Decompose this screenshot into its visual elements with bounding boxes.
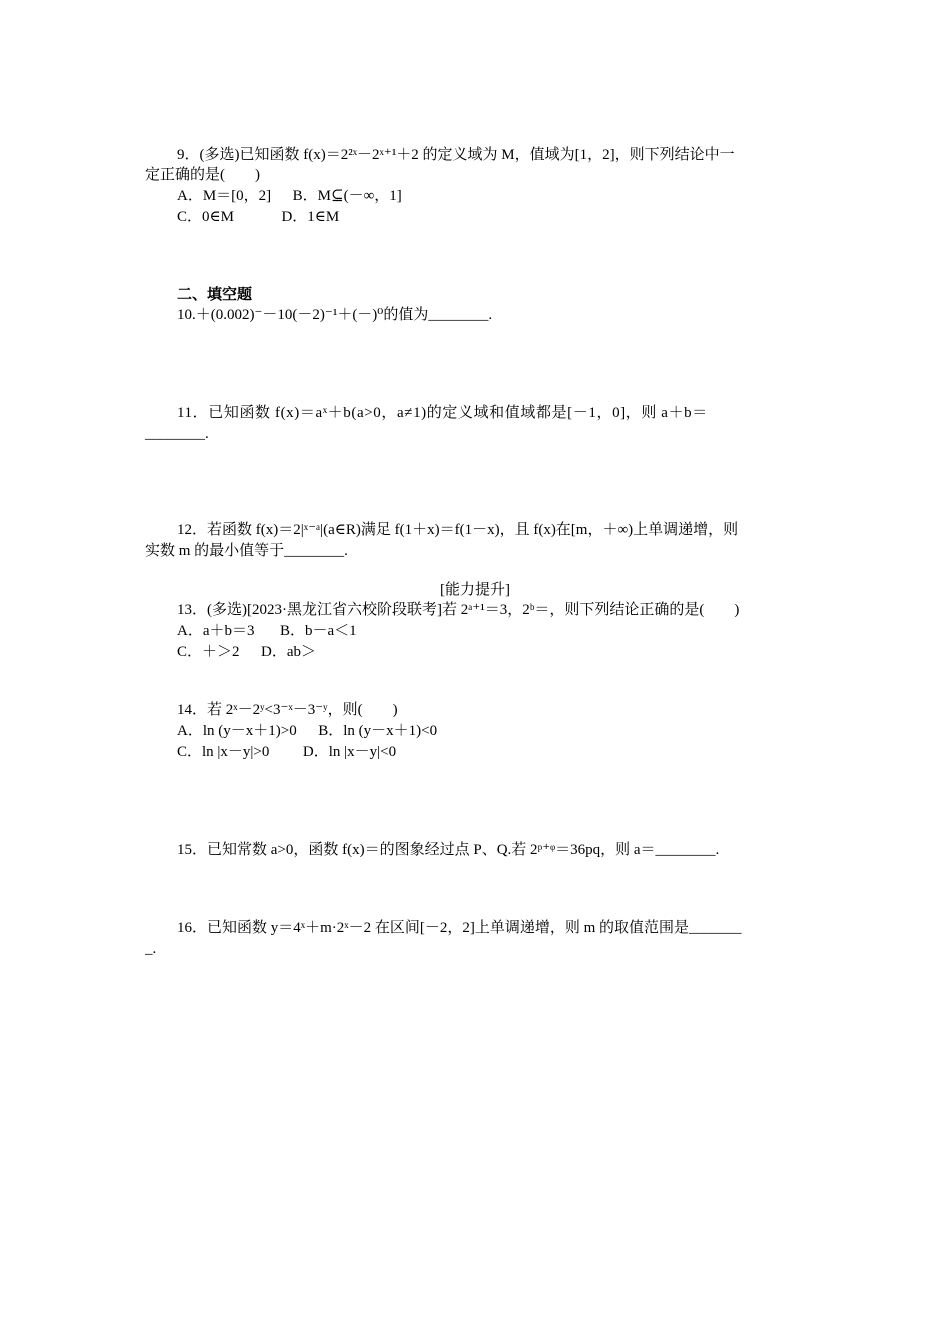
q16-line2: _.	[145, 941, 157, 957]
q13-option-b: B．b－a＜1	[280, 623, 357, 639]
q14-option-b: B．ln (y－x＋1)<0	[318, 723, 438, 739]
q13-option-a: A．a＋b＝3	[177, 623, 255, 639]
q9-options-row1	[177, 186, 402, 206]
q14-option-d: D．ln |x－y|<0	[302, 744, 397, 760]
q13-line1: 13．(多选)[2023·黑龙江省六校阶段联考]若 2ᵃ⁺¹＝3，2ᵇ＝，则下列结论正确的是( )	[177, 602, 740, 618]
section-ability-title: [能力提升]	[440, 582, 510, 598]
q14-options-row2	[177, 742, 396, 762]
q9-option-a: A．M＝[0，2]	[177, 188, 272, 204]
q15-line1: 15．已知常数 a>0，函数 f(x)＝的图象经过点 P、Q.若 2ᵖ⁺ᵠ＝36pq，则 a＝________.	[177, 842, 720, 858]
q9-options-row2	[177, 207, 339, 227]
section-fill-blank-title: 二、填空题	[177, 287, 253, 303]
q9-option-b: B．M⊆(－∞，1]	[292, 188, 402, 204]
q14-option-c: C．ln |x－y|>0	[177, 744, 270, 760]
q13-options-row1	[177, 621, 357, 641]
q14-line1: 14．若 2ˣ－2ʸ<3⁻ˣ－3⁻ʸ，则( )	[177, 702, 398, 718]
q12-line2: 实数 m 的最小值等于________.	[145, 543, 348, 559]
q9-option-c: C．0∈M	[177, 209, 234, 225]
q9-line1: 9．(多选)已知函数 f(x)＝2²ˣ－2ˣ⁺¹＋2 的定义域为 M，值域为[1，2]，则下列结论中一	[177, 147, 735, 163]
q13-options-row2	[177, 642, 316, 662]
q11-line1: 11．已知函数 f(x)＝aˣ＋b(a>0，a≠1)的定义域和值域都是[－1，0]，则 a＋b＝	[177, 405, 708, 421]
q12-line1: 12．若函数 f(x)＝2|ˣ⁻ᵃ|(a∈R)满足 f(1＋x)＝f(1－x)，且 f(x)在[m，＋∞)上单调递增，则	[177, 522, 739, 538]
q9-option-d: D．1∈M	[281, 209, 340, 225]
q16-line1: 16．已知函数 y＝4ˣ＋m·2ˣ－2 在区间[－2，2]上单调递增，则 m 的取值范围是_______	[177, 920, 742, 936]
q13-option-c: C．＋＞2	[177, 644, 240, 660]
q14-option-a: A．ln (y－x＋1)>0	[177, 723, 297, 739]
q13-option-d: D．ab＞	[261, 644, 317, 660]
q14-options-row1	[177, 721, 437, 741]
q10-line1: 10.＋(0.002)⁻－10(－2)⁻¹＋(－)⁰的值为________.	[177, 307, 493, 323]
q9-line2: 定正确的是( )	[145, 167, 260, 183]
q11-line2: ________.	[145, 426, 209, 442]
